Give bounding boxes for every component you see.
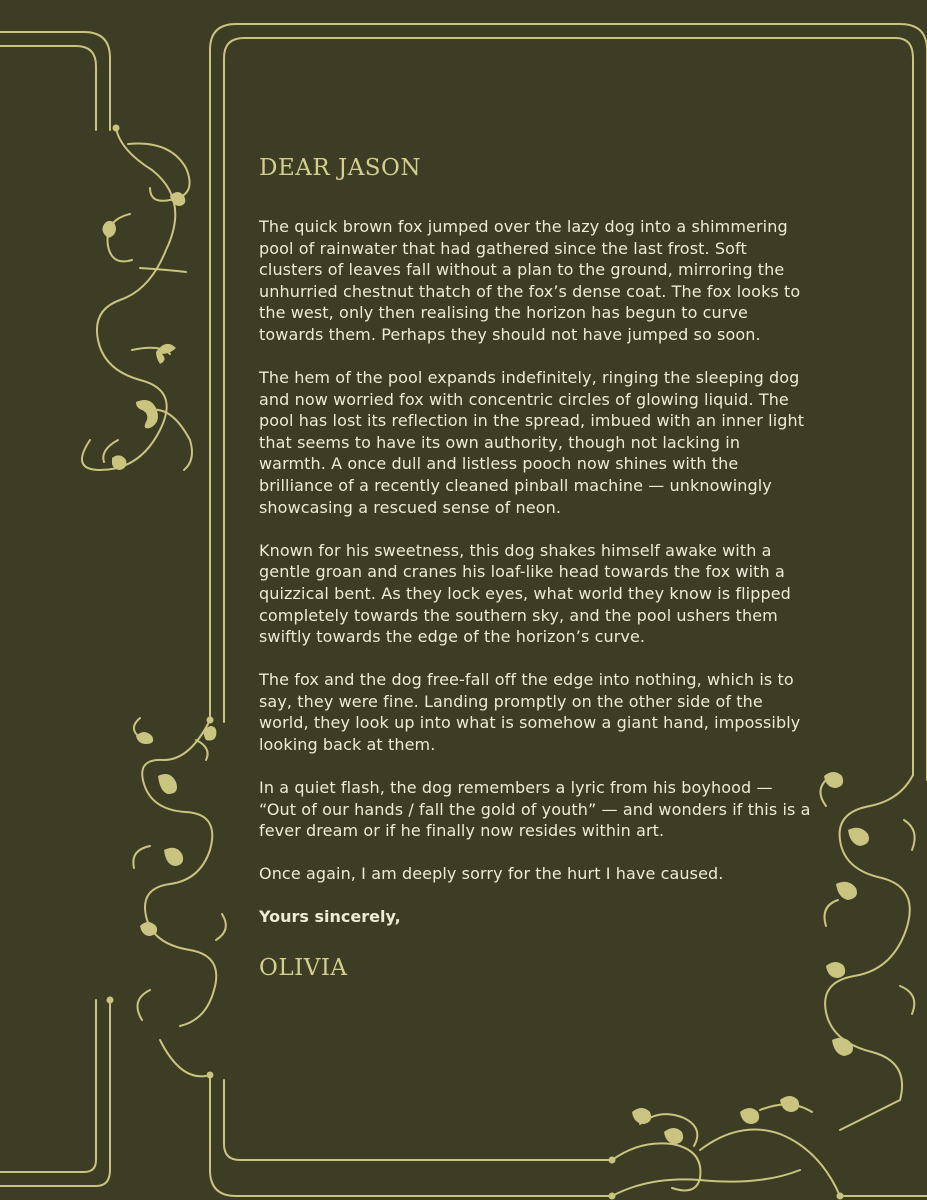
signature: OLIVIA xyxy=(259,955,348,982)
main-frame-bottom-outer xyxy=(210,1075,612,1196)
leaf-icon xyxy=(156,344,176,364)
left-frame-bottom-inner xyxy=(0,1000,96,1172)
flourish-left-upper xyxy=(82,128,192,470)
letter-paragraph-5: In a quiet flash, the dog remembers a lyric from his boyhood — “Out of our hands / fall the gold of youth” — and wonders if this is a fever dream or if he finally now resides within art. xyxy=(259,778,811,841)
main-frame-bottom-inner xyxy=(224,1080,612,1160)
flourish-right xyxy=(820,775,914,1100)
letter-paragraph-3: Known for his sweetness, this dog shakes himself awake with a gentle groan and cranes his loaf-like head towards the fox with a quizzical bent. As they lock eyes, what world they know is flipped completely towards the southern sky, and the pool ushers them swiftly towards the edge of the horizon’s curve. xyxy=(259,540,791,647)
letter-content xyxy=(259,148,811,988)
closing-line: Yours sincerely, xyxy=(259,907,401,927)
flourish-left-lower xyxy=(133,718,226,1076)
greeting-heading: DEAR JASON xyxy=(259,155,422,181)
ornament-dot xyxy=(113,125,120,132)
letter-paragraph-2: The hem of the pool expands indefinitely, ringing the sleeping dog and now worried fox with concentric circles of glowing liquid. The pool has lost its reflection in the spread, imbued with an inner light that seems to have its own authority, though not lacking in warmth. A once dull and listless pooch now shines with the brilliance of a recently cleaned pinball machine — unknowingly showcasing a rescued sense of neon. xyxy=(259,368,805,517)
letter-paragraph-4: The fox and the dog free-fall off the edge into nothing, which is to say, they were fine. Landing promptly on the other side of the world, they look up into what is somehow a giant hand, impossibly looking back at them. xyxy=(259,670,801,754)
letter-paragraph-1: The quick brown fox jumped over the lazy dog into a shimmering pool of rainwater that had gathered since the last frost. Soft clusters of leaves fall without a plan to the ground, mirroring the unhurried chestnut thatch of the fox’s dense coat. The fox looks to the west, only then realising the horizon has begun to curve towards them. Perhaps they should not have jumped so soon. xyxy=(259,217,801,344)
letter-paragraph-6: Once again, I am deeply sorry for the hurt I have caused. xyxy=(259,864,724,884)
left-frame-inner xyxy=(0,46,96,130)
left-frame-bottom xyxy=(0,1000,110,1186)
